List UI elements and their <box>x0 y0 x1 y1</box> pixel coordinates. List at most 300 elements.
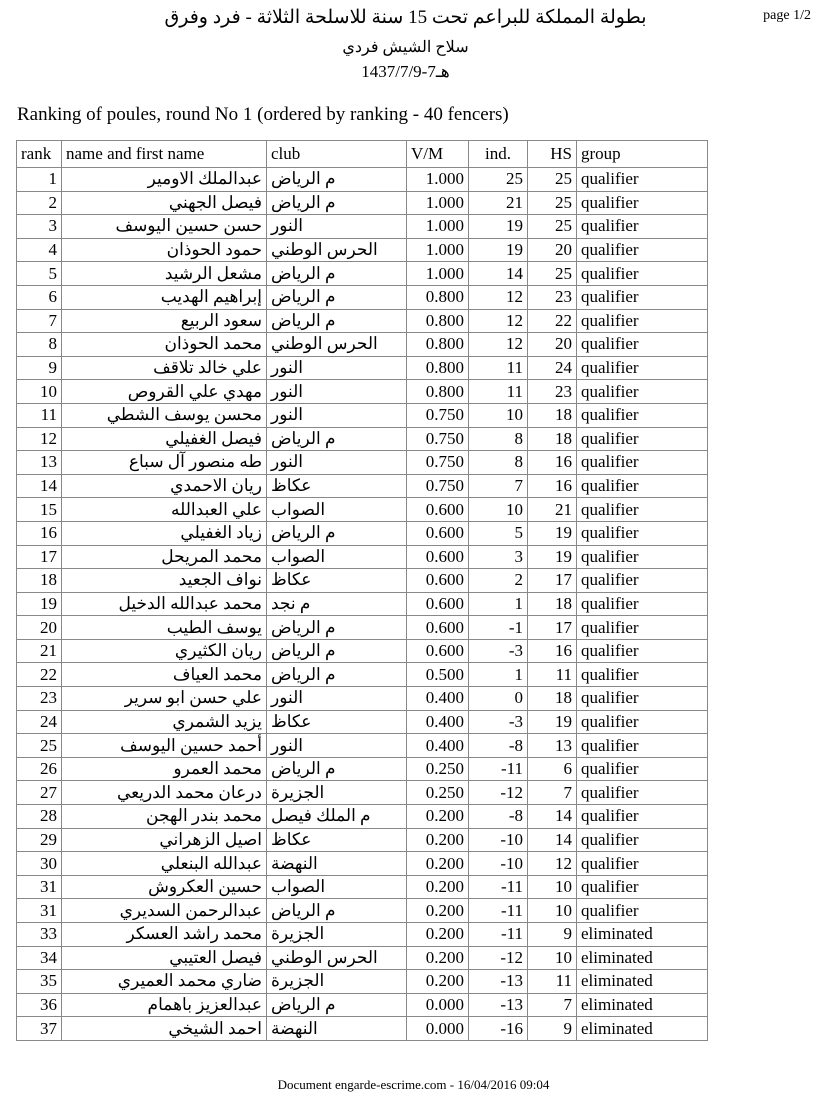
name-cell: مهدي علي القروص <box>62 380 267 404</box>
ind-cell: 19 <box>469 238 528 262</box>
table-row <box>17 1017 708 1041</box>
vm-cell: 0.800 <box>407 309 469 333</box>
table-row <box>17 852 708 876</box>
group-cell: qualifier <box>577 168 708 192</box>
name-cell: زياد الغفيلي <box>62 521 267 545</box>
group-cell: qualifier <box>577 828 708 852</box>
group-cell: qualifier <box>577 663 708 687</box>
table-row <box>17 474 708 498</box>
table-row <box>17 899 708 923</box>
hs-cell: 13 <box>528 734 577 758</box>
table-row <box>17 805 708 829</box>
name-cell: محسن يوسف الشطي <box>62 403 267 427</box>
group-cell: qualifier <box>577 687 708 711</box>
weapon-title: سلاح الشيش فردي <box>342 39 469 56</box>
club-cell: م الرياض <box>267 262 407 286</box>
vm-cell: 0.250 <box>407 757 469 781</box>
table-row <box>17 427 708 451</box>
ind-cell: 7 <box>469 474 528 498</box>
vm-cell: 0.200 <box>407 899 469 923</box>
name-cell: محمد بندر الهجن <box>62 805 267 829</box>
club-cell: م الرياض <box>267 757 407 781</box>
name-cell: حسين العكروش <box>62 875 267 899</box>
name-cell: مشعل الرشيد <box>62 262 267 286</box>
ind-cell: 14 <box>469 262 528 286</box>
name-cell: اصيل الزهراني <box>62 828 267 852</box>
club-cell: م الرياض <box>267 899 407 923</box>
vm-cell: 0.750 <box>407 474 469 498</box>
rank-cell: 14 <box>17 474 62 498</box>
table-row <box>17 238 708 262</box>
hs-cell: 18 <box>528 427 577 451</box>
ind-cell: 12 <box>469 333 528 357</box>
vm-cell: 0.200 <box>407 852 469 876</box>
rank-cell: 31 <box>17 899 62 923</box>
rank-cell: 17 <box>17 545 62 569</box>
name-cell: عبدالملك الاومير <box>62 168 267 192</box>
vm-cell: 0.250 <box>407 781 469 805</box>
club-cell: النور <box>267 380 407 404</box>
name-cell: إبراهيم الهديب <box>62 285 267 309</box>
table-row <box>17 875 708 899</box>
club-cell: الجزيرة <box>267 781 407 805</box>
group-cell: qualifier <box>577 356 708 380</box>
rank-cell: 20 <box>17 616 62 640</box>
name-cell: عبدالرحمن السديري <box>62 899 267 923</box>
hs-cell: 7 <box>528 993 577 1017</box>
name-cell: طه منصور آل سباع <box>62 451 267 475</box>
hs-cell: 10 <box>528 946 577 970</box>
rank-cell: 9 <box>17 356 62 380</box>
rank-cell: 27 <box>17 781 62 805</box>
table-row <box>17 309 708 333</box>
table-row <box>17 946 708 970</box>
vm-cell: 1.000 <box>407 168 469 192</box>
club-cell: م الرياض <box>267 191 407 215</box>
name-cell: حمود الحوذان <box>62 238 267 262</box>
ind-cell: -10 <box>469 828 528 852</box>
club-cell: النور <box>267 403 407 427</box>
page-number: page 1/2 <box>763 8 811 23</box>
group-cell: qualifier <box>577 734 708 758</box>
vm-cell: 0.200 <box>407 946 469 970</box>
vm-cell: 0.750 <box>407 403 469 427</box>
ind-cell: 21 <box>469 191 528 215</box>
group-cell: eliminated <box>577 1017 708 1041</box>
club-cell: الحرس الوطني <box>267 946 407 970</box>
table-row <box>17 828 708 852</box>
ind-cell: 25 <box>469 168 528 192</box>
vm-cell: 0.500 <box>407 663 469 687</box>
club-cell: عكاظ <box>267 474 407 498</box>
ind-cell: -11 <box>469 875 528 899</box>
table-row <box>17 970 708 994</box>
rank-cell: 26 <box>17 757 62 781</box>
group-cell: eliminated <box>577 946 708 970</box>
table-row <box>17 168 708 192</box>
hs-cell: 18 <box>528 592 577 616</box>
ind-cell: 12 <box>469 309 528 333</box>
hs-cell: 25 <box>528 215 577 239</box>
ind-cell: 2 <box>469 569 528 593</box>
group-cell: qualifier <box>577 639 708 663</box>
group-cell: qualifier <box>577 262 708 286</box>
ind-cell: -3 <box>469 639 528 663</box>
club-cell: م نجد <box>267 592 407 616</box>
club-cell: النهضة <box>267 1017 407 1041</box>
ind-cell: -3 <box>469 710 528 734</box>
rank-cell: 5 <box>17 262 62 286</box>
rank-cell: 11 <box>17 403 62 427</box>
table-row <box>17 639 708 663</box>
col-hs: HS <box>528 141 577 168</box>
table-row <box>17 687 708 711</box>
table-row <box>17 781 708 805</box>
ind-cell: 8 <box>469 451 528 475</box>
vm-cell: 0.200 <box>407 805 469 829</box>
ind-cell: -11 <box>469 923 528 947</box>
rank-cell: 34 <box>17 946 62 970</box>
club-cell: م الملك فيصل <box>267 805 407 829</box>
hs-cell: 14 <box>528 828 577 852</box>
group-cell: qualifier <box>577 710 708 734</box>
hs-cell: 18 <box>528 403 577 427</box>
club-cell: م الرياض <box>267 616 407 640</box>
hs-cell: 24 <box>528 356 577 380</box>
club-cell: م الرياض <box>267 663 407 687</box>
club-cell: النور <box>267 451 407 475</box>
hs-cell: 23 <box>528 285 577 309</box>
club-cell: الصواب <box>267 498 407 522</box>
club-cell: الصواب <box>267 545 407 569</box>
col-vm: V/M <box>407 141 469 168</box>
ind-cell: 5 <box>469 521 528 545</box>
ind-cell: 3 <box>469 545 528 569</box>
ind-cell: -10 <box>469 852 528 876</box>
hs-cell: 18 <box>528 687 577 711</box>
table-row <box>17 710 708 734</box>
col-name: name and first name <box>62 141 267 168</box>
name-cell: فيصل الجهني <box>62 191 267 215</box>
group-cell: eliminated <box>577 970 708 994</box>
name-cell: أحمد حسين اليوسف <box>62 734 267 758</box>
club-cell: عكاظ <box>267 710 407 734</box>
vm-cell: 0.600 <box>407 545 469 569</box>
rank-cell: 25 <box>17 734 62 758</box>
vm-cell: 0.600 <box>407 498 469 522</box>
club-cell: الحرس الوطني <box>267 333 407 357</box>
club-cell: الجزيرة <box>267 923 407 947</box>
club-cell: النهضة <box>267 852 407 876</box>
rank-cell: 28 <box>17 805 62 829</box>
competition-title: بطولة المملكة للبراعم تحت 15 سنة للاسلحة الثلاثة - فرد وفرق <box>164 7 647 28</box>
table-row <box>17 923 708 947</box>
vm-cell: 0.800 <box>407 285 469 309</box>
name-cell: علي خالد تلاقف <box>62 356 267 380</box>
ind-cell: 11 <box>469 356 528 380</box>
col-ind: ind. <box>469 141 528 168</box>
ind-cell: -13 <box>469 993 528 1017</box>
rank-cell: 29 <box>17 828 62 852</box>
rank-cell: 10 <box>17 380 62 404</box>
hs-cell: 12 <box>528 852 577 876</box>
rank-cell: 13 <box>17 451 62 475</box>
hs-cell: 17 <box>528 616 577 640</box>
table-header-row <box>17 141 708 168</box>
club-cell: م الرياض <box>267 168 407 192</box>
ind-cell: 11 <box>469 380 528 404</box>
club-cell: عكاظ <box>267 828 407 852</box>
group-cell: qualifier <box>577 569 708 593</box>
group-cell: qualifier <box>577 805 708 829</box>
hs-cell: 10 <box>528 899 577 923</box>
hs-cell: 7 <box>528 781 577 805</box>
vm-cell: 0.200 <box>407 970 469 994</box>
name-cell: احمد الشيخي <box>62 1017 267 1041</box>
hs-cell: 19 <box>528 545 577 569</box>
club-cell: النور <box>267 734 407 758</box>
vm-cell: 0.750 <box>407 451 469 475</box>
table-row <box>17 498 708 522</box>
rank-cell: 19 <box>17 592 62 616</box>
rank-cell: 6 <box>17 285 62 309</box>
ind-cell: 1 <box>469 592 528 616</box>
name-cell: محمد المريحل <box>62 545 267 569</box>
group-cell: qualifier <box>577 333 708 357</box>
vm-cell: 0.200 <box>407 923 469 947</box>
ind-cell: -11 <box>469 899 528 923</box>
vm-cell: 1.000 <box>407 238 469 262</box>
rank-cell: 31 <box>17 875 62 899</box>
name-cell: محمد عبدالله الدخيل <box>62 592 267 616</box>
vm-cell: 1.000 <box>407 191 469 215</box>
table-row <box>17 757 708 781</box>
group-cell: qualifier <box>577 451 708 475</box>
rank-cell: 30 <box>17 852 62 876</box>
ind-cell: 8 <box>469 427 528 451</box>
table-row <box>17 616 708 640</box>
vm-cell: 0.600 <box>407 521 469 545</box>
rank-cell: 7 <box>17 309 62 333</box>
hs-cell: 10 <box>528 875 577 899</box>
vm-cell: 0.200 <box>407 828 469 852</box>
hs-cell: 9 <box>528 923 577 947</box>
name-cell: علي العبدالله <box>62 498 267 522</box>
rank-cell: 1 <box>17 168 62 192</box>
club-cell: النور <box>267 687 407 711</box>
group-cell: qualifier <box>577 899 708 923</box>
hs-cell: 6 <box>528 757 577 781</box>
rank-cell: 24 <box>17 710 62 734</box>
ind-cell: -12 <box>469 946 528 970</box>
competition-date: 1437/7/9-7هـ <box>361 62 450 81</box>
vm-cell: 0.400 <box>407 734 469 758</box>
table-row <box>17 663 708 687</box>
hs-cell: 19 <box>528 710 577 734</box>
table-row <box>17 403 708 427</box>
hs-cell: 20 <box>528 333 577 357</box>
rank-cell: 22 <box>17 663 62 687</box>
group-cell: qualifier <box>577 781 708 805</box>
vm-cell: 0.750 <box>407 427 469 451</box>
table-row <box>17 333 708 357</box>
vm-cell: 0.800 <box>407 333 469 357</box>
table-row <box>17 215 708 239</box>
hs-cell: 20 <box>528 238 577 262</box>
ind-cell: 19 <box>469 215 528 239</box>
ind-cell: 0 <box>469 687 528 711</box>
club-cell: م الرياض <box>267 309 407 333</box>
group-cell: qualifier <box>577 403 708 427</box>
vm-cell: 0.800 <box>407 380 469 404</box>
name-cell: محمد راشد العسكر <box>62 923 267 947</box>
rank-cell: 33 <box>17 923 62 947</box>
group-cell: qualifier <box>577 285 708 309</box>
col-group: group <box>577 141 708 168</box>
vm-cell: 0.800 <box>407 356 469 380</box>
table-row <box>17 285 708 309</box>
ind-cell: -8 <box>469 734 528 758</box>
name-cell: فيصل الغفيلي <box>62 427 267 451</box>
club-cell: م الرياض <box>267 285 407 309</box>
group-cell: qualifier <box>577 380 708 404</box>
ind-cell: 10 <box>469 498 528 522</box>
group-cell: qualifier <box>577 191 708 215</box>
vm-cell: 0.400 <box>407 687 469 711</box>
table-row <box>17 569 708 593</box>
rank-cell: 18 <box>17 569 62 593</box>
group-cell: qualifier <box>577 498 708 522</box>
club-cell: النور <box>267 215 407 239</box>
hs-cell: 16 <box>528 639 577 663</box>
group-cell: qualifier <box>577 616 708 640</box>
club-cell: م الرياض <box>267 521 407 545</box>
table-row <box>17 993 708 1017</box>
ind-cell: -8 <box>469 805 528 829</box>
table-row <box>17 356 708 380</box>
name-cell: محمد الحوذان <box>62 333 267 357</box>
vm-cell: 0.400 <box>407 710 469 734</box>
hs-cell: 25 <box>528 191 577 215</box>
group-cell: eliminated <box>577 993 708 1017</box>
name-cell: ريان الاحمدي <box>62 474 267 498</box>
hs-cell: 9 <box>528 1017 577 1041</box>
group-cell: qualifier <box>577 309 708 333</box>
rank-cell: 4 <box>17 238 62 262</box>
group-cell: qualifier <box>577 545 708 569</box>
name-cell: ضاري محمد العميري <box>62 970 267 994</box>
group-cell: qualifier <box>577 474 708 498</box>
group-cell: eliminated <box>577 923 708 947</box>
hs-cell: 17 <box>528 569 577 593</box>
club-cell: م الرياض <box>267 427 407 451</box>
name-cell: يزيد الشمري <box>62 710 267 734</box>
name-cell: عبدالعزيز باهمام <box>62 993 267 1017</box>
rank-cell: 15 <box>17 498 62 522</box>
name-cell: علي حسن ابو سرير <box>62 687 267 711</box>
name-cell: محمد العياف <box>62 663 267 687</box>
group-cell: qualifier <box>577 875 708 899</box>
hs-cell: 11 <box>528 970 577 994</box>
club-cell: الصواب <box>267 875 407 899</box>
hs-cell: 22 <box>528 309 577 333</box>
rank-cell: 21 <box>17 639 62 663</box>
table-row <box>17 191 708 215</box>
rank-cell: 23 <box>17 687 62 711</box>
rank-cell: 2 <box>17 191 62 215</box>
group-cell: qualifier <box>577 852 708 876</box>
group-cell: qualifier <box>577 521 708 545</box>
name-cell: ريان الكثيري <box>62 639 267 663</box>
ind-cell: 1 <box>469 663 528 687</box>
group-cell: qualifier <box>577 427 708 451</box>
document-footer: Document engarde-escrime.com - 16/04/2016 09:04 <box>277 1077 550 1092</box>
hs-cell: 25 <box>528 262 577 286</box>
ind-cell: -16 <box>469 1017 528 1041</box>
vm-cell: 0.600 <box>407 592 469 616</box>
hs-cell: 14 <box>528 805 577 829</box>
vm-cell: 0.200 <box>407 875 469 899</box>
col-rank: rank <box>17 141 62 168</box>
vm-cell: 0.600 <box>407 616 469 640</box>
col-club: club <box>267 141 407 168</box>
ranking-table <box>16 140 708 1041</box>
hs-cell: 11 <box>528 663 577 687</box>
name-cell: حسن حسين اليوسف <box>62 215 267 239</box>
name-cell: درعان محمد الدريعي <box>62 781 267 805</box>
group-cell: qualifier <box>577 238 708 262</box>
ranking-subtitle: Ranking of poules, round No 1 (ordered by ranking - 40 fencers) <box>17 104 509 125</box>
table-body <box>17 168 708 1041</box>
rank-cell: 36 <box>17 993 62 1017</box>
ind-cell: -11 <box>469 757 528 781</box>
club-cell: م الرياض <box>267 993 407 1017</box>
ind-cell: -12 <box>469 781 528 805</box>
table-row <box>17 545 708 569</box>
table-row <box>17 592 708 616</box>
ind-cell: 10 <box>469 403 528 427</box>
name-cell: يوسف الطيب <box>62 616 267 640</box>
hs-cell: 19 <box>528 521 577 545</box>
rank-cell: 37 <box>17 1017 62 1041</box>
group-cell: qualifier <box>577 592 708 616</box>
rank-cell: 3 <box>17 215 62 239</box>
name-cell: عبدالله البنعلي <box>62 852 267 876</box>
table-row <box>17 451 708 475</box>
rank-cell: 12 <box>17 427 62 451</box>
club-cell: الجزيرة <box>267 970 407 994</box>
group-cell: qualifier <box>577 757 708 781</box>
rank-cell: 16 <box>17 521 62 545</box>
ind-cell: -1 <box>469 616 528 640</box>
hs-cell: 25 <box>528 168 577 192</box>
name-cell: محمد العمرو <box>62 757 267 781</box>
vm-cell: 1.000 <box>407 215 469 239</box>
name-cell: فيصل العتيبي <box>62 946 267 970</box>
vm-cell: 0.600 <box>407 639 469 663</box>
vm-cell: 0.000 <box>407 993 469 1017</box>
vm-cell: 0.000 <box>407 1017 469 1041</box>
name-cell: سعود الربيع <box>62 309 267 333</box>
table-row <box>17 734 708 758</box>
ind-cell: -13 <box>469 970 528 994</box>
table-row <box>17 380 708 404</box>
rank-cell: 35 <box>17 970 62 994</box>
rank-cell: 8 <box>17 333 62 357</box>
vm-cell: 0.600 <box>407 569 469 593</box>
club-cell: عكاظ <box>267 569 407 593</box>
club-cell: النور <box>267 356 407 380</box>
